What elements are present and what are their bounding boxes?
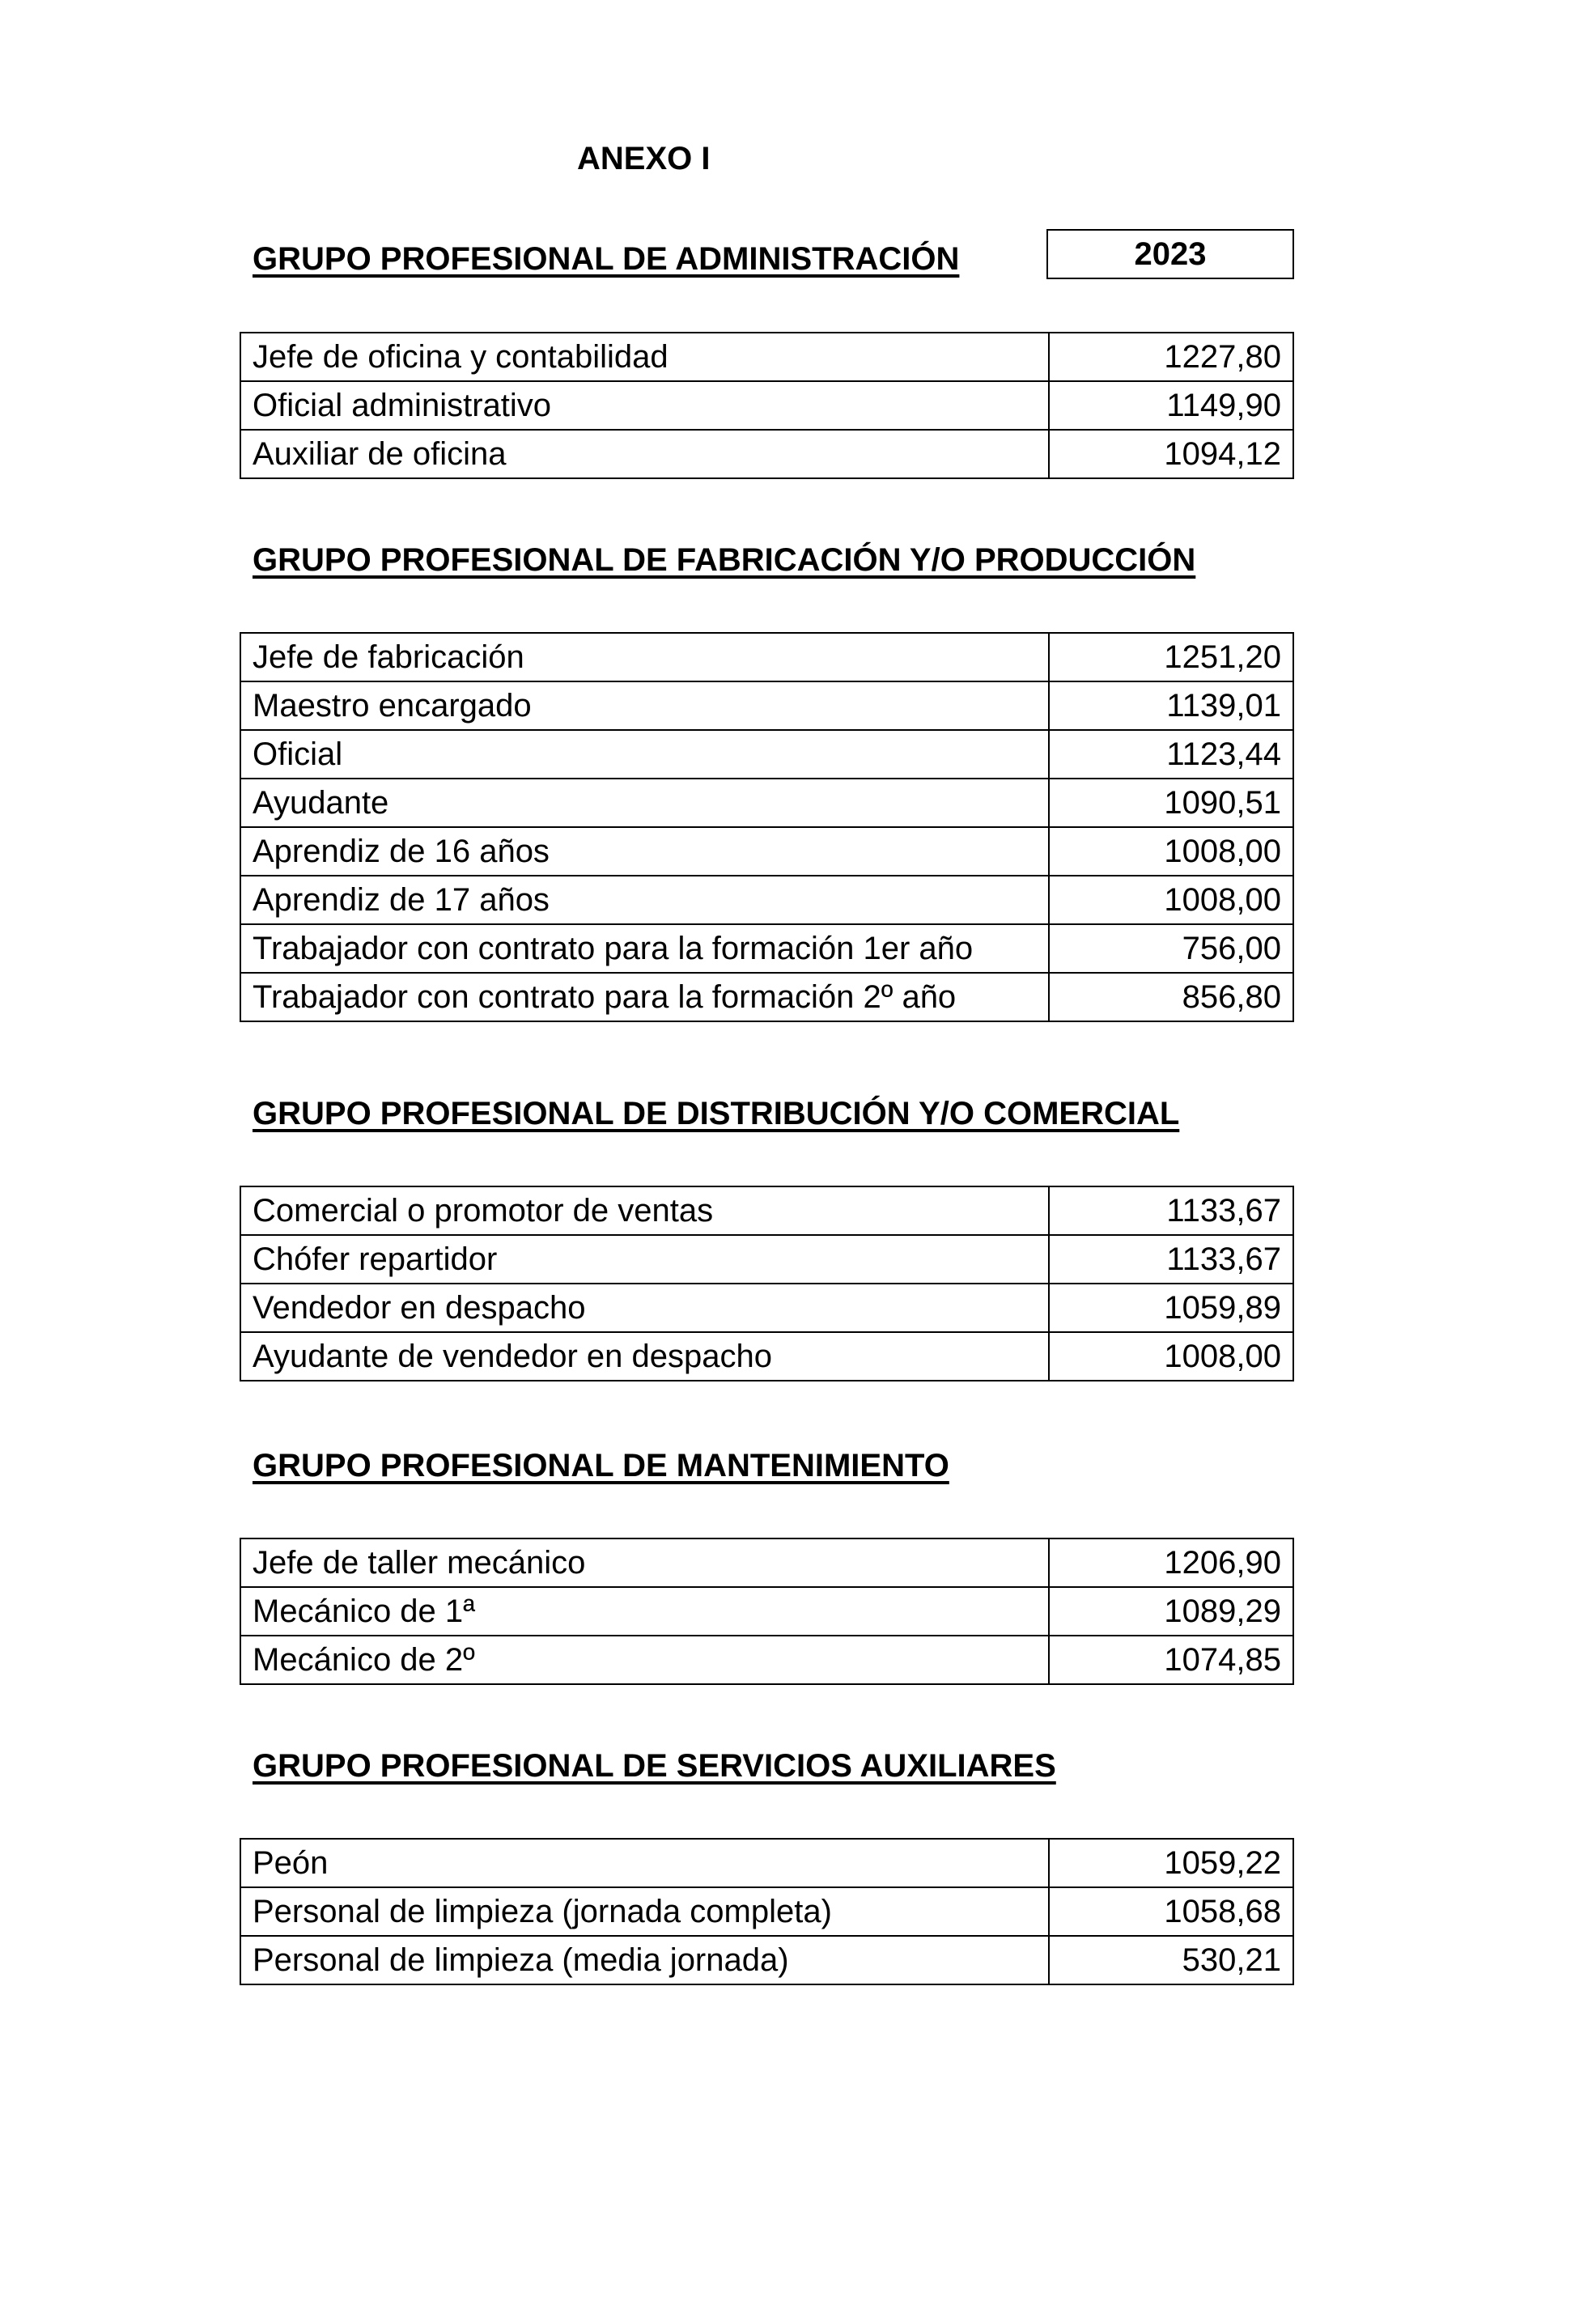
group-title-distribucion: GRUPO PROFESIONAL DE DISTRIBUCIÓN Y/O COMERCIAL bbox=[253, 1096, 1180, 1131]
salary-value: 1227,80 bbox=[1049, 333, 1293, 381]
category-label: Jefe de fabricación bbox=[240, 633, 1049, 681]
salary-value: 1149,90 bbox=[1049, 381, 1293, 430]
salary-value: 1058,68 bbox=[1049, 1887, 1293, 1936]
year-header: 2023 bbox=[1046, 229, 1294, 279]
table-row bbox=[240, 1887, 1293, 1936]
category-label: Trabajador con contrato para la formación 2º año bbox=[240, 973, 1049, 1021]
category-label: Personal de limpieza (media jornada) bbox=[240, 1936, 1049, 1984]
table-row bbox=[240, 333, 1293, 381]
salary-value: 1094,12 bbox=[1049, 430, 1293, 478]
category-label: Jefe de oficina y contabilidad bbox=[240, 333, 1049, 381]
category-label: Aprendiz de 17 años bbox=[240, 876, 1049, 924]
table-row bbox=[240, 633, 1293, 681]
salary-value: 1008,00 bbox=[1049, 876, 1293, 924]
table-row bbox=[240, 1538, 1293, 1587]
group-title-fabricacion: GRUPO PROFESIONAL DE FABRICACIÓN Y/O PRODUCCIÓN bbox=[253, 542, 1196, 578]
salary-value: 1074,85 bbox=[1049, 1636, 1293, 1684]
table-row bbox=[240, 973, 1293, 1021]
category-label: Chófer repartidor bbox=[240, 1235, 1049, 1284]
table-row bbox=[240, 779, 1293, 827]
category-label: Personal de limpieza (jornada completa) bbox=[240, 1887, 1049, 1936]
table-row bbox=[240, 381, 1293, 430]
annex-title: ANEXO I bbox=[577, 141, 711, 176]
salary-value: 1059,89 bbox=[1049, 1284, 1293, 1332]
table-row bbox=[240, 1587, 1293, 1636]
salary-table-administracion bbox=[240, 332, 1294, 479]
table-row bbox=[240, 1936, 1293, 1984]
salary-value: 530,21 bbox=[1049, 1936, 1293, 1984]
category-label: Maestro encargado bbox=[240, 681, 1049, 730]
table-row bbox=[240, 1636, 1293, 1684]
salary-value: 1251,20 bbox=[1049, 633, 1293, 681]
category-label: Oficial administrativo bbox=[240, 381, 1049, 430]
group-title-administracion: GRUPO PROFESIONAL DE ADMINISTRACIÓN bbox=[253, 241, 960, 277]
group-title-mantenimiento: GRUPO PROFESIONAL DE MANTENIMIENTO bbox=[253, 1448, 949, 1483]
category-label: Comercial o promotor de ventas bbox=[240, 1186, 1049, 1235]
table-row bbox=[240, 681, 1293, 730]
category-label: Trabajador con contrato para la formación 1er año bbox=[240, 924, 1049, 973]
category-label: Mecánico de 2º bbox=[240, 1636, 1049, 1684]
salary-value: 756,00 bbox=[1049, 924, 1293, 973]
category-label: Mecánico de 1ª bbox=[240, 1587, 1049, 1636]
salary-table-mantenimiento bbox=[240, 1538, 1294, 1685]
salary-value: 1139,01 bbox=[1049, 681, 1293, 730]
salary-value: 1089,29 bbox=[1049, 1587, 1293, 1636]
salary-value: 1008,00 bbox=[1049, 827, 1293, 876]
category-label: Aprendiz de 16 años bbox=[240, 827, 1049, 876]
salary-value: 1090,51 bbox=[1049, 779, 1293, 827]
salary-value: 1123,44 bbox=[1049, 730, 1293, 779]
table-row bbox=[240, 1186, 1293, 1235]
salary-value: 1059,22 bbox=[1049, 1839, 1293, 1887]
group-title-servicios-auxiliares: GRUPO PROFESIONAL DE SERVICIOS AUXILIARES bbox=[253, 1748, 1056, 1784]
table-row bbox=[240, 827, 1293, 876]
salary-value: 1008,00 bbox=[1049, 1332, 1293, 1381]
table-row bbox=[240, 924, 1293, 973]
table-row bbox=[240, 1235, 1293, 1284]
salary-table-distribucion bbox=[240, 1186, 1294, 1381]
table-row bbox=[240, 1839, 1293, 1887]
category-label: Ayudante bbox=[240, 779, 1049, 827]
category-label: Oficial bbox=[240, 730, 1049, 779]
table-row bbox=[240, 730, 1293, 779]
table-row bbox=[240, 1284, 1293, 1332]
salary-value: 856,80 bbox=[1049, 973, 1293, 1021]
salary-value: 1133,67 bbox=[1049, 1235, 1293, 1284]
category-label: Vendedor en despacho bbox=[240, 1284, 1049, 1332]
category-label: Auxiliar de oficina bbox=[240, 430, 1049, 478]
table-row bbox=[240, 430, 1293, 478]
category-label: Peón bbox=[240, 1839, 1049, 1887]
table-row bbox=[240, 1332, 1293, 1381]
salary-value: 1133,67 bbox=[1049, 1186, 1293, 1235]
category-label: Jefe de taller mecánico bbox=[240, 1538, 1049, 1587]
salary-table-servicios-auxiliares bbox=[240, 1838, 1294, 1985]
table-row bbox=[240, 876, 1293, 924]
salary-value: 1206,90 bbox=[1049, 1538, 1293, 1587]
category-label: Ayudante de vendedor en despacho bbox=[240, 1332, 1049, 1381]
salary-table-fabricacion bbox=[240, 632, 1294, 1022]
